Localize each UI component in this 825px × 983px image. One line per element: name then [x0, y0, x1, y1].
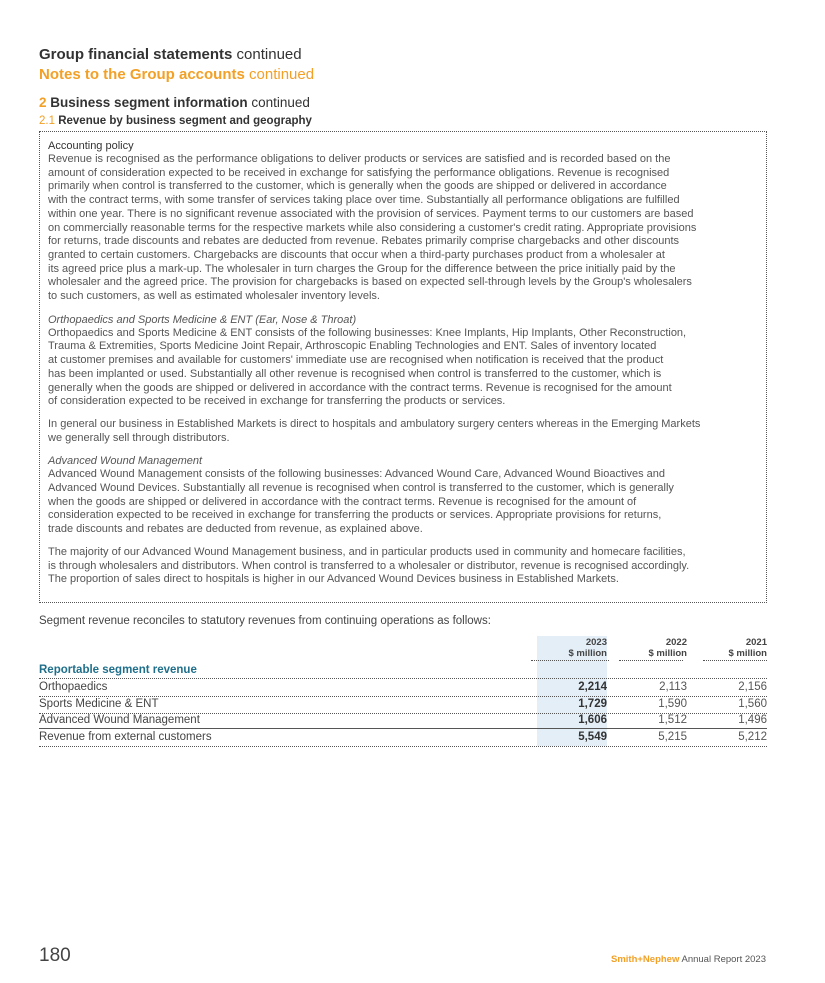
value-2023: 5,549 [578, 731, 607, 743]
table-row-total [39, 729, 767, 746]
value-2022: 2,113 [659, 681, 687, 693]
table-row [39, 712, 767, 729]
value-2021: 2,156 [738, 681, 767, 693]
row-label: Orthopaedics [39, 681, 108, 693]
table-section-label: Reportable segment revenue [39, 664, 197, 676]
text-line: The majority of our Advanced Wound Management business, and in particular products used in community and homecare facilities, [48, 545, 686, 558]
value-2023: 1,729 [578, 698, 607, 710]
value-2021: 1,560 [738, 698, 767, 710]
value-2021: 5,212 [738, 731, 767, 743]
text-line: consideration expected to be received in exchange for transferring the products or services. Appropriate provisions for returns, [48, 509, 662, 522]
policy-paragraph-3 [48, 418, 762, 445]
table-intro: Segment revenue reconciles to statutory revenues from continuing operations as follows: [39, 615, 491, 627]
policy-paragraph-2 [48, 327, 762, 409]
subheader-title: Notes to the Group accounts [39, 66, 245, 83]
text-line: has been implanted or used. Substantially all other revenue is recognised when control is transferred to the customer, which is [48, 367, 662, 380]
report-name: Annual Report 2023 [681, 954, 766, 965]
header-rule [619, 660, 683, 661]
value-2023: 2,214 [578, 681, 607, 693]
header-rule [703, 660, 767, 661]
policy-subheading-wound: Advanced Wound Management [48, 455, 203, 468]
text-line: The proportion of sales direct to hospitals is higher in our Advanced Wound Devices business in Established Markets. [48, 573, 619, 586]
section-number: 2 [39, 95, 47, 110]
header-rule [531, 660, 609, 661]
text-line: Revenue is recognised as the performance obligations to deliver products or services are satisfied and is recorded based on the [48, 153, 671, 165]
header-title: Group financial statements [39, 46, 233, 63]
value-2022: 5,215 [658, 731, 687, 743]
subsection-number: 2.1 [39, 115, 55, 127]
subsection-heading [39, 113, 312, 129]
text-line: on commercially reasonable terms for the respective markets while also considering a customer's credit rating. Appropriate provisions [48, 221, 697, 234]
column-year: 2021 [745, 637, 767, 648]
row-label: Advanced Wound Management [39, 714, 200, 726]
section-title: Business segment information [50, 95, 248, 110]
text-line: In general our business in Established Markets is direct to hospitals and ambulatory surgery centers whereas in the Emerging Markets [48, 417, 701, 430]
text-line: to such customers, as well as estimated wholesaler inventory levels. [48, 290, 380, 303]
value-2023: 1,606 [578, 714, 607, 726]
section-heading [39, 94, 310, 112]
column-header-2021 [697, 637, 767, 659]
column-year: 2023 [585, 637, 607, 648]
value-2022: 1,590 [658, 698, 687, 710]
text-line: generally when the goods are shipped or delivered in accordance with the contract terms. Revenue is recognised for the amount [48, 381, 672, 394]
table-row [39, 679, 767, 696]
column-header-2023 [537, 637, 607, 659]
policy-paragraph-5 [48, 546, 762, 587]
text-line: with the contract terms, with some transfer of services taking place over time. Substantially all performance obligations are fulfilled [48, 194, 680, 207]
text-line: its agreed price plus a mark-up. The wholesaler in turn charges the Group for the difference between the price initially paid by the [48, 262, 676, 275]
brand-name: Smith+Nephew [610, 954, 680, 965]
page-subheader [39, 65, 314, 85]
text-line: within one year. There is no significant revenue associated with the provision of services. Payment terms to our customers are based [48, 207, 694, 220]
value-2021: 1,496 [738, 714, 767, 726]
policy-paragraph-4 [48, 468, 762, 537]
policy-subheading-orthopaedics: Orthopaedics and Sports Medicine & ENT (Ear, Nose & Throat) [48, 313, 357, 326]
column-unit: $ million [568, 648, 607, 659]
text-line: we generally sell through distributors. [48, 431, 230, 444]
subheader-continued: continued [249, 66, 315, 83]
column-header-2022 [617, 637, 687, 659]
policy-title: Accounting policy [48, 140, 134, 152]
text-line: for returns, trade discounts and rebates are deducted from revenue. Rebates primarily comprise chargebacks and other discounts [48, 235, 679, 248]
accounting-policy-box [39, 131, 767, 603]
text-line: when the goods are shipped or delivered in accordance with the contract terms. Revenue is recognised for the amount of [48, 495, 637, 508]
column-unit: $ million [728, 648, 767, 659]
text-line: amount of consideration expected to be received in exchange for satisfying the performance obligations. Revenue is recognised [48, 166, 670, 179]
text-line: Advanced Wound Management consists of the following businesses: Advanced Wound Care, Advanced Wound Bioactives and [48, 468, 665, 481]
value-2022: 1,512 [658, 714, 687, 726]
subsection-title: Revenue by business segment and geography [58, 115, 312, 127]
text-line: trade discounts and rebates are deducted from revenue, as explained above. [48, 523, 423, 536]
page-header [39, 45, 302, 65]
row-label: Revenue from external customers [39, 731, 212, 743]
column-unit: $ million [648, 648, 687, 659]
text-line: at customer premises and available for customers' immediate use are recognised when notification is received that the product [48, 354, 664, 367]
text-line: granted to certain customers. Chargebacks are discounts that occur when a third-party purchases product from a wholesaler at [48, 248, 665, 261]
row-divider [39, 746, 767, 747]
text-line: Advanced Wound Devices. Substantially all revenue is recognised when control is transferred to the customer, which is generally [48, 482, 674, 495]
header-continued: continued [236, 46, 302, 63]
page-footer [611, 954, 766, 966]
text-line: Orthopaedics and Sports Medicine & ENT consists of the following businesses: Knee Implants, Hip Implants, Other Reconstruction, [48, 326, 687, 339]
section-continued: continued [251, 95, 310, 110]
text-line: is through wholesalers and distributors. When control is transferred to a wholesaler or distributor, revenue is recognised accordingly. [48, 559, 690, 572]
page-number: 180 [39, 945, 71, 966]
text-line: wholesaler and the agreed price. The provision for chargebacks is based on expected sell-through levels by the Group's wholesalers [48, 276, 692, 289]
policy-paragraph-1 [48, 153, 762, 304]
table-row [39, 696, 767, 713]
text-line: of consideration expected to be received in exchange for transferring the products or services. [48, 395, 506, 408]
column-year: 2022 [665, 637, 687, 648]
text-line: Trauma & Extremities, Sports Medicine Joint Repair, Arthroscopic Enabling Technologies and ENT. Sales of inventory located [48, 340, 657, 353]
text-line: primarily when control is transferred to the customer, which is generally when the goods are shipped or delivered in accordance [48, 180, 667, 193]
row-label: Sports Medicine & ENT [39, 698, 159, 710]
